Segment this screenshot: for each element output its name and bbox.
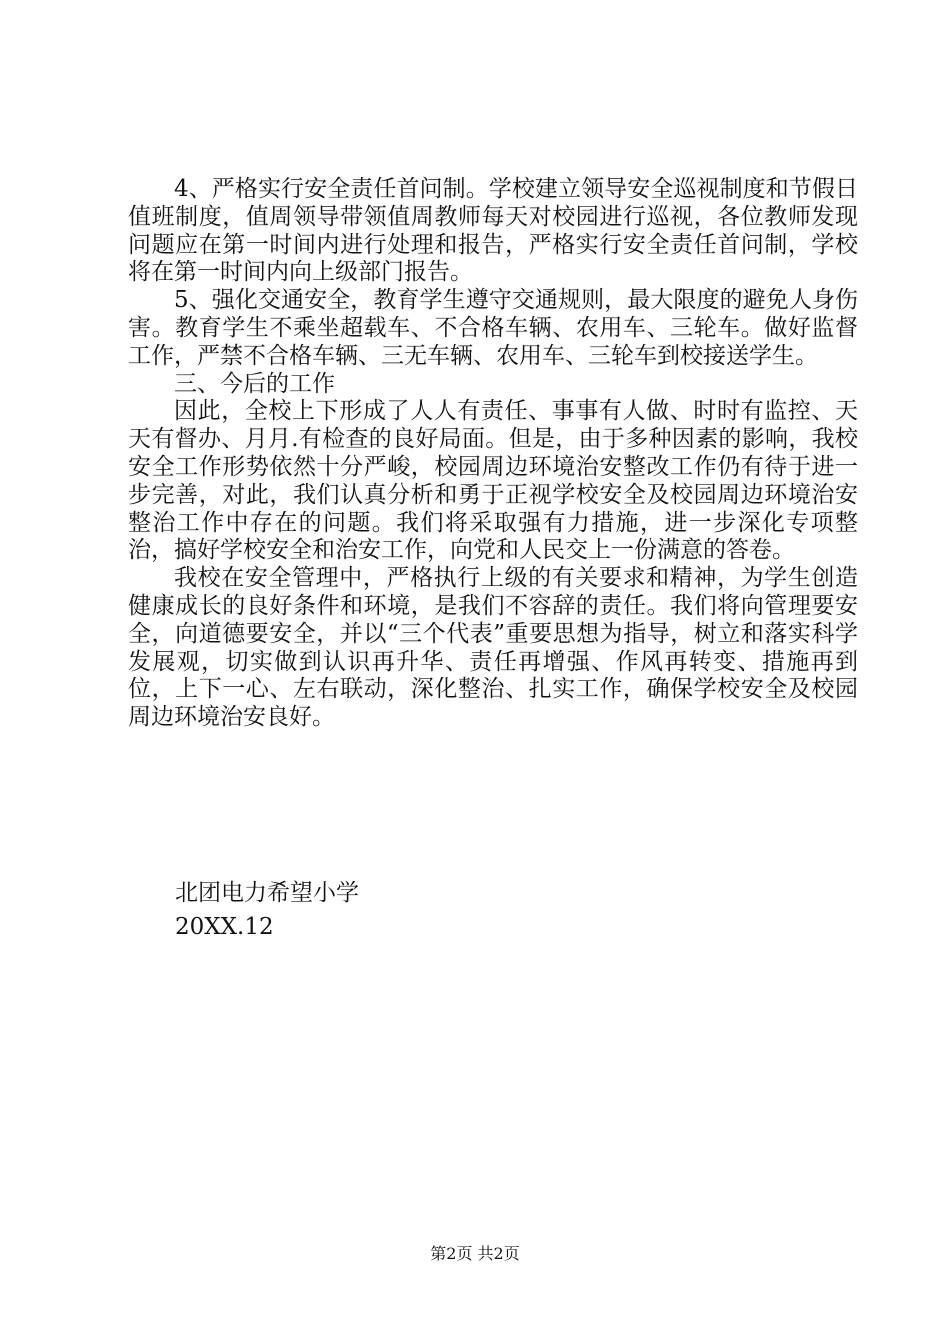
paragraph-item-4: 4、严格实行安全责任首问制。学校建立领导安全巡视制度和节假日值班制度，值周领导带领值周教师每天对校园进行巡视，各位教师发现问题应在第一时间内进行处理和报告，严格实行安全责任首问制，学校将在第一时间内向上级部门报告。 [128, 176, 858, 286]
paragraph-summary: 因此，全校上下形成了人人有责任、事事有人做、时时有监控、天天有督办、月月.有检查的良好局面。但是，由于多种因素的影响，我校安全工作形势依然十分严峻，校园周边环境治安整改工作仍有待于进一步完善，对此，我们认真分析和勇于正视学校安全及校园周边环境治安整治工作中存在的问题。我们将采取强有力措施，进一步深化专项整治，搞好学校安全和治安工作，向党和人民交上一份满意的答卷。 [128, 398, 858, 564]
paragraph-item-5: 5、强化交通安全，教育学生遵守交通规则，最大限度的避免人身伤害。教育学生不乘坐超载车、不合格车辆、农用车、三轮车。做好监督工作，严禁不合格车辆、三无车辆、农用车、三轮车到校接送学生。 [128, 287, 858, 369]
paragraph-conclusion: 我校在安全管理中，严格执行上级的有关要求和精神，为学生创造健康成长的良好条件和环境，是我们不容辞的责任。我们将向管理要安全，向道德要安全，并以“三个代表”重要思想为指导，树立和落实科学发展观，切实做到认识再升华、责任再增强、作风再转变、措施再到位，上下一心、左右联动，深化整治、扎实工作，确保学校安全及校园周边环境治安良好。 [128, 565, 858, 731]
document-body [128, 176, 858, 732]
signature-date: 20XX.12 [175, 914, 274, 940]
section-heading-future-work: 三、今后的工作 [174, 370, 335, 397]
signature-block [175, 876, 359, 944]
page-footer [0, 1244, 950, 1264]
page-number: 第2页 共2页 [430, 1244, 520, 1263]
signature-organization: 北团电力希望小学 [175, 880, 359, 906]
